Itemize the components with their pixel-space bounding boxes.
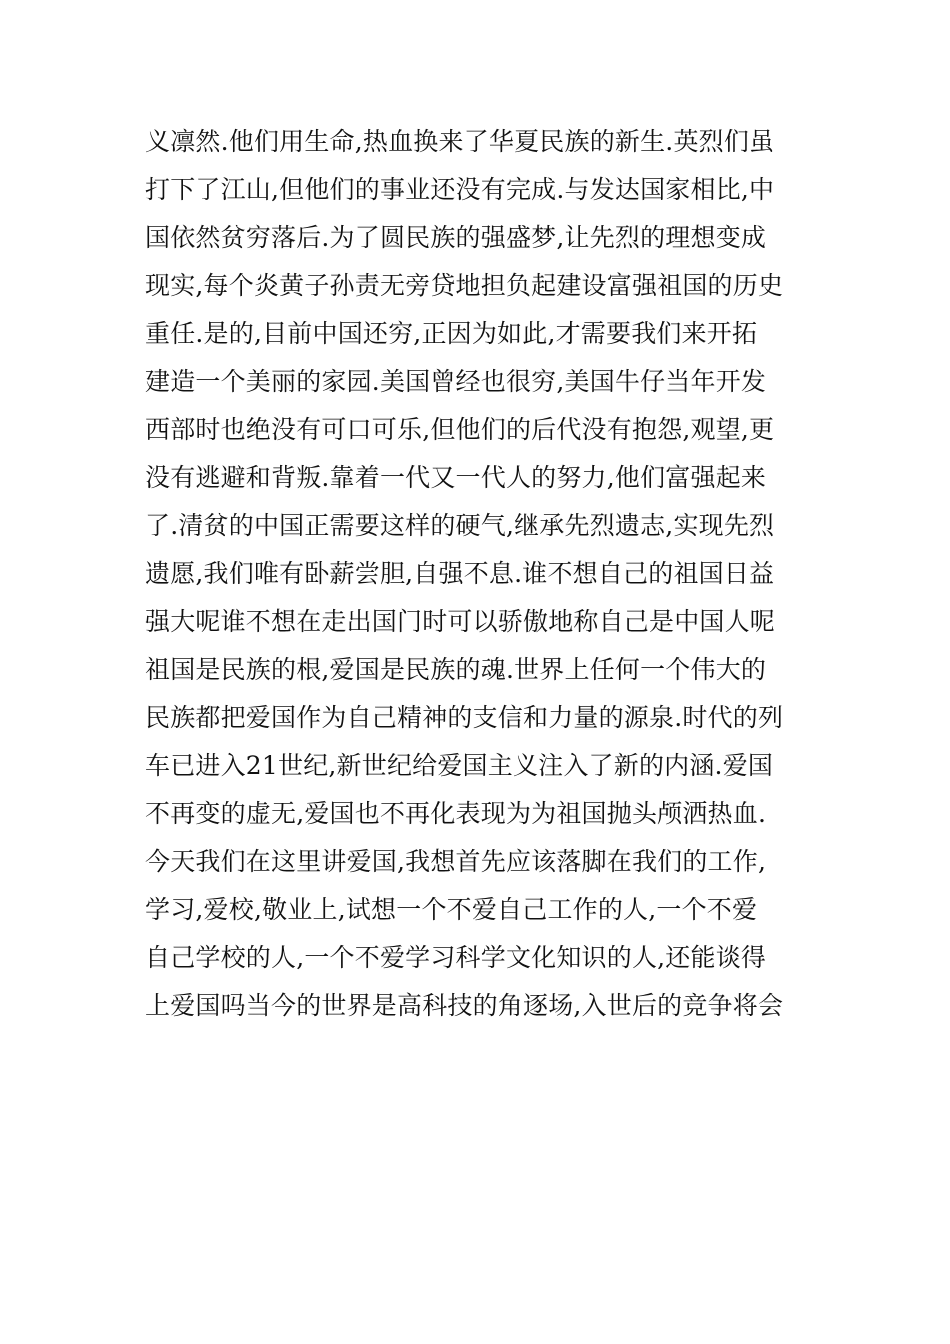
text-line: 自己学校的人,一个不爱学习科学文化知识的人,还能谈得 [145, 943, 767, 972]
text-line: 不再变的虚无,爱国也不再化表现为为祖国抛头颅洒热血. [145, 799, 767, 828]
text-line: 上爱国吗当今的世界是高科技的角逐场,入世后的竞争将会 [145, 991, 784, 1020]
text-line: 车已进入21世纪,新世纪给爱国主义注入了新的内涵.爱国 [145, 751, 774, 780]
text-line: 国依然贫穷落后.为了圆民族的强盛梦,让先烈的理想变成 [145, 223, 767, 252]
text-line: 遗愿,我们唯有卧薪尝胆,自强不息.谁不想自己的祖国日益 [145, 559, 775, 588]
text-line: 没有逃避和背叛.靠着一代又一代人的努力,他们富强起来 [145, 463, 767, 492]
text-line: 义凛然.他们用生命,热血换来了华夏民族的新生.英烈们虽 [145, 127, 775, 156]
text-line: 了.清贫的中国正需要这样的硬气,继承先烈遗志,实现先烈 [145, 511, 775, 540]
text-line: 现实,每个炎黄子孙责无旁贷地担负起建设富强祖国的历史 [145, 271, 784, 300]
text-line: 建造一个美丽的家园.美国曾经也很穷,美国牛仔当年开发 [145, 367, 767, 396]
text-line: 民族都把爱国作为自己精神的支信和力量的源泉.时代的列 [145, 703, 784, 732]
text-line: 学习,爱校,敬业上,试想一个不爱自己工作的人,一个不爱 [145, 895, 758, 924]
body-text [145, 118, 815, 1030]
text-line: 强大呢谁不想在走出国门时可以骄傲地称自己是中国人呢 [145, 607, 776, 636]
text-line: 今天我们在这里讲爱国,我想首先应该落脚在我们的工作, [145, 847, 767, 876]
text-line: 重任.是的,目前中国还穷,正因为如此,才需要我们来开拓 [145, 319, 758, 348]
text-line: 祖国是民族的根,爱国是民族的魂.世界上任何一个伟大的 [145, 655, 767, 684]
text-line: 西部时也绝没有可口可乐,但他们的后代没有抱怨,观望,更 [145, 415, 775, 444]
text-line: 打下了江山,但他们的事业还没有完成.与发达国家相比,中 [145, 175, 775, 204]
